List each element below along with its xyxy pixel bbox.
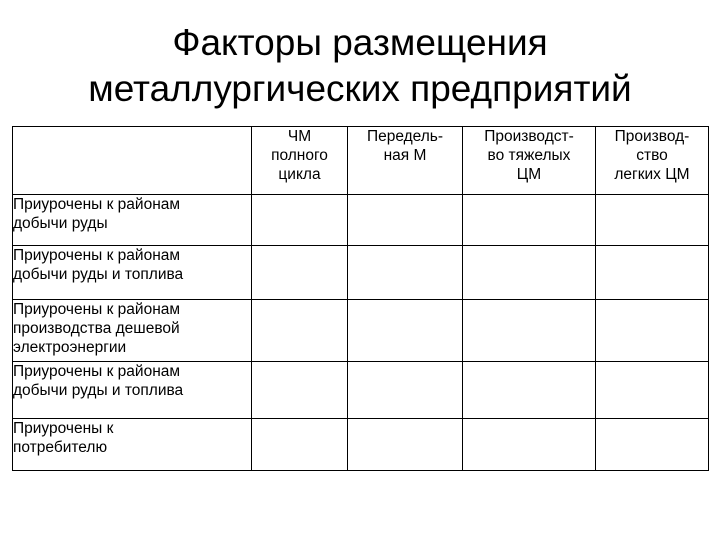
- column-header: Производст- во тяжелых ЦМ: [463, 127, 596, 195]
- table-cell: [348, 300, 463, 362]
- table-cell: [252, 246, 348, 300]
- table-cell: [463, 246, 596, 300]
- table-cell: [596, 195, 709, 246]
- row-header: Приурочены к районам производства дешевой электроэнергии: [13, 300, 252, 362]
- table-cell: [252, 362, 348, 419]
- column-header: ЧМ полного цикла: [252, 127, 348, 195]
- table-cell: [596, 300, 709, 362]
- table-cell: [252, 300, 348, 362]
- column-header: Передель- ная М: [348, 127, 463, 195]
- row-header: Приурочены к потребителю: [13, 419, 252, 471]
- table-row: [13, 300, 709, 362]
- table-cell: [463, 195, 596, 246]
- table-row: [13, 195, 709, 246]
- table-cell: [596, 419, 709, 471]
- table-cell: [596, 246, 709, 300]
- table-header-row: [13, 127, 709, 195]
- row-header: Приурочены к районам добычи руды: [13, 195, 252, 246]
- table-cell: [348, 246, 463, 300]
- table-cell: [252, 419, 348, 471]
- table-cell: [252, 195, 348, 246]
- slide-title-line-1: Факторы размещения: [172, 22, 548, 63]
- factors-table: [12, 126, 709, 471]
- table-row: [13, 419, 709, 471]
- table-row: [13, 246, 709, 300]
- table-cell: [463, 419, 596, 471]
- table-cell: [596, 362, 709, 419]
- table-cell: [348, 362, 463, 419]
- table-cell: [463, 362, 596, 419]
- slide-title: [0, 20, 720, 112]
- row-header: Приурочены к районам добычи руды и топлива: [13, 362, 252, 419]
- table-corner-cell: [13, 127, 252, 195]
- row-header: Приурочены к районам добычи руды и топлива: [13, 246, 252, 300]
- table-row: [13, 362, 709, 419]
- slide-title-line-2: металлургических предприятий: [88, 68, 632, 109]
- column-header: Производ- ство легких ЦМ: [596, 127, 709, 195]
- table-cell: [348, 195, 463, 246]
- table-cell: [463, 300, 596, 362]
- table-cell: [348, 419, 463, 471]
